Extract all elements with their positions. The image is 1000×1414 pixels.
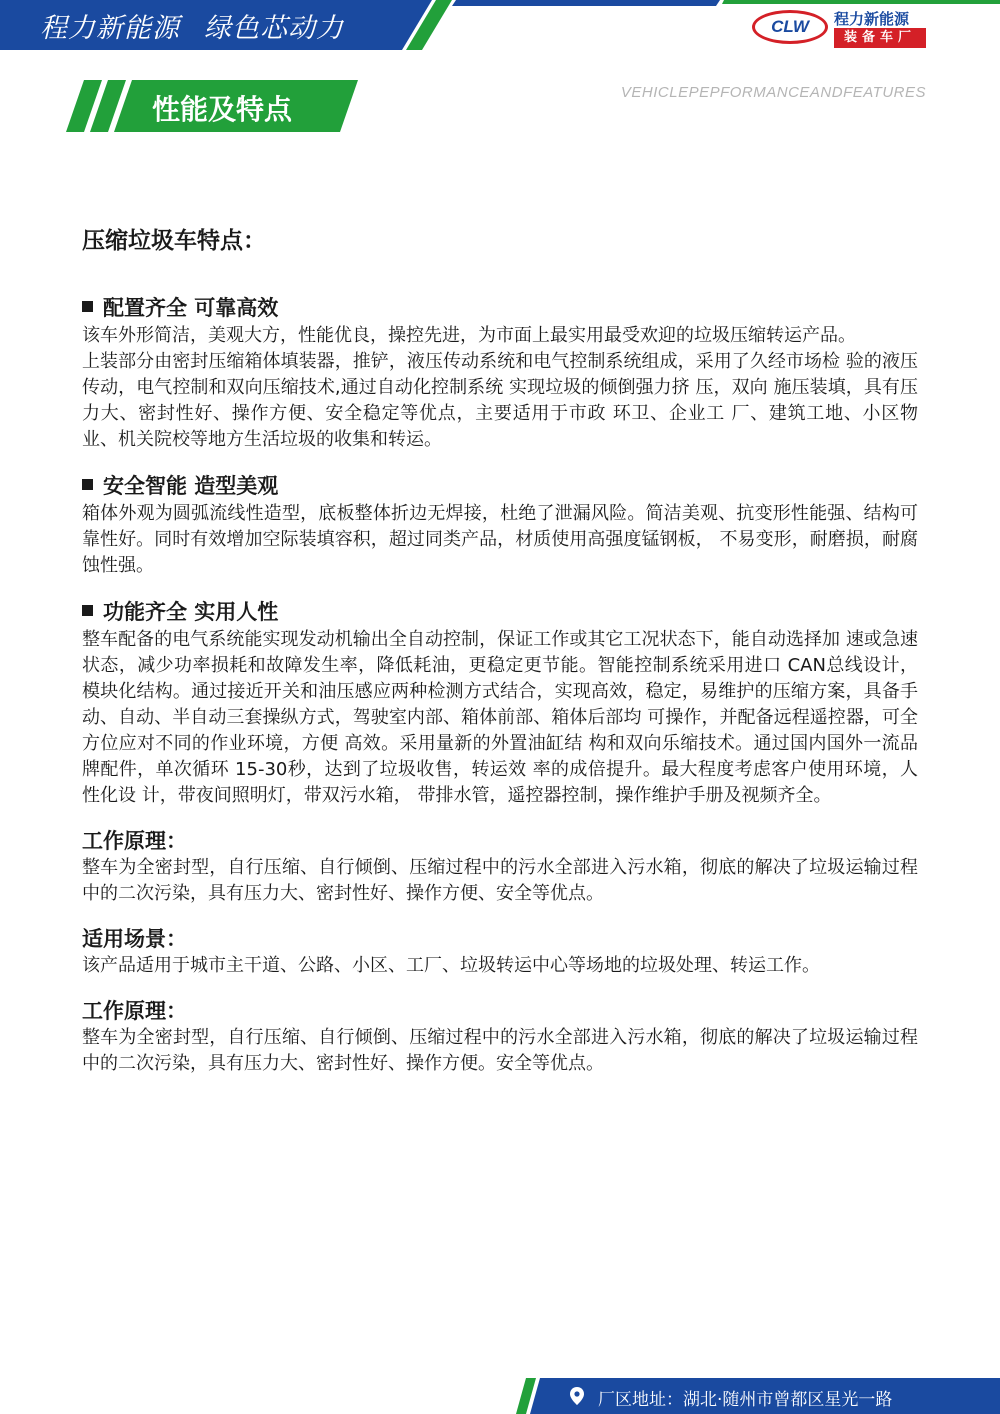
feature-title <box>82 293 918 323</box>
content <box>82 222 918 1095</box>
feature-paragraph: 该车外形简洁，美观大方，性能优良，操控先进，为市面上最实用最受欢迎的垃圾压缩转运产品。 <box>82 325 856 346</box>
feature-paragraph: 整车配备的电气系统能实现发动机输出全自动控制，保证工作或其它工况状态下，能自动选择加 速或急速状态，减少功率损耗和故障发生率，降低耗油，更稳定更节能。智能控制系统采用进口 CAN总线设计，模块化结构。通过接近开关和油压感应两种检测方式结合，实现高效，稳定，易维护的压缩方案，具备手动、自动、半自动三套操纵方式，驾驶室内部、箱体前部、箱体后部均 可操作，并配备远程遥控器，可全方位应对不同的作业环境，方便 高效。采用量新的外置油缸结 构和双向乐缩技术。通过国内国外一流品牌配件，单次循环 15-30秒，达到了垃圾收售，转运效 率的成倍提升。最大程度考虑客户使用环境，人性化设 计，带夜间照明灯，带双污水箱， 带排水管，遥控器控制，操作维护手册及视频齐全。 <box>82 629 918 806</box>
section-title: 性能及特点 <box>152 93 293 126</box>
section-title-banner <box>66 80 366 132</box>
info-section-title: 工作原理： <box>82 829 187 853</box>
feature-block <box>82 597 918 809</box>
info-section <box>82 997 918 1077</box>
logo-mark: CLW <box>771 17 809 36</box>
feature-block <box>82 293 918 453</box>
square-bullet-icon <box>82 605 93 616</box>
slogan <box>40 6 344 45</box>
footer-banner <box>516 1378 1000 1414</box>
square-bullet-icon <box>82 301 93 312</box>
slogan-part1: 程力新能源 <box>40 13 180 44</box>
slogan-part2: 绿色芯动力 <box>204 13 344 44</box>
info-section-text: 整车为全密封型，自行压缩、自行倾倒、压缩过程中的污水全部进入污水箱，彻底的解决了垃圾运输过程中的二次污染，具有压力大、密封性好、操作方便。安全等优点。 <box>82 1027 918 1074</box>
info-section <box>82 925 918 979</box>
feature-title-text: 安全智能 造型美观 <box>103 474 279 498</box>
logo-name: 程力新能源 <box>834 10 910 28</box>
info-section-title: 工作原理： <box>82 999 187 1023</box>
company-logo <box>752 8 932 50</box>
section-en-caption: VEHICLEPEPFORMANCEANDFEATURES <box>620 84 926 101</box>
location-pin-icon <box>570 1387 584 1405</box>
main-heading: 压缩垃圾车特点： <box>82 228 266 254</box>
info-section-text: 整车为全密封型，自行压缩、自行倾倒、压缩过程中的污水全部进入污水箱，彻底的解决了垃圾运输过程中的二次污染，具有压力大、密封性好、操作方便、安全等优点。 <box>82 857 918 904</box>
feature-paragraph: 箱体外观为圆弧流线性造型，底板整体折边无焊接，杜绝了泄漏风险。简洁美观、抗变形性能强、结构可靠性好。同时有效增加空际装填容积，超过同类产品，材质使用高强度锰钢板， 不易变形，耐磨损，耐腐蚀性强。 <box>82 503 918 576</box>
factory-address: 厂区地址：湖北·随州市曾都区星光一路 <box>598 1390 893 1410</box>
square-bullet-icon <box>82 479 93 490</box>
feature-title <box>82 471 918 501</box>
feature-title-text: 配置齐全 可靠高效 <box>103 296 279 320</box>
info-section-text: 该产品适用于城市主干道、公路、小区、工厂、垃圾转运中心等场地的垃圾处理、转运工作。 <box>82 955 820 976</box>
feature-title-text: 功能齐全 实用人性 <box>103 600 279 624</box>
feature-block <box>82 471 918 579</box>
info-section <box>82 827 918 907</box>
feature-paragraph: 上装部分由密封压缩箱体填装器，推铲，液压传动系统和电气控制系统组成，采用了久经市场检 验的液压传动，电气控制和双向压缩技术,通过自动化控制系统 实现垃圾的倾倒强力挤 压，双向 施压装填，具有压力大、密封性好、操作方便、安全稳定等优点，主要适用于市政 环卫、企业工 厂、建筑工地、小区物业、机关院校等地方生活垃圾的收集和转运。 <box>82 351 918 450</box>
feature-title <box>82 597 918 627</box>
logo-oval-icon <box>752 10 828 44</box>
top-banner <box>0 0 1000 50</box>
logo-sub: 装备车厂 <box>834 28 926 48</box>
info-section-title: 适用场景： <box>82 927 187 951</box>
